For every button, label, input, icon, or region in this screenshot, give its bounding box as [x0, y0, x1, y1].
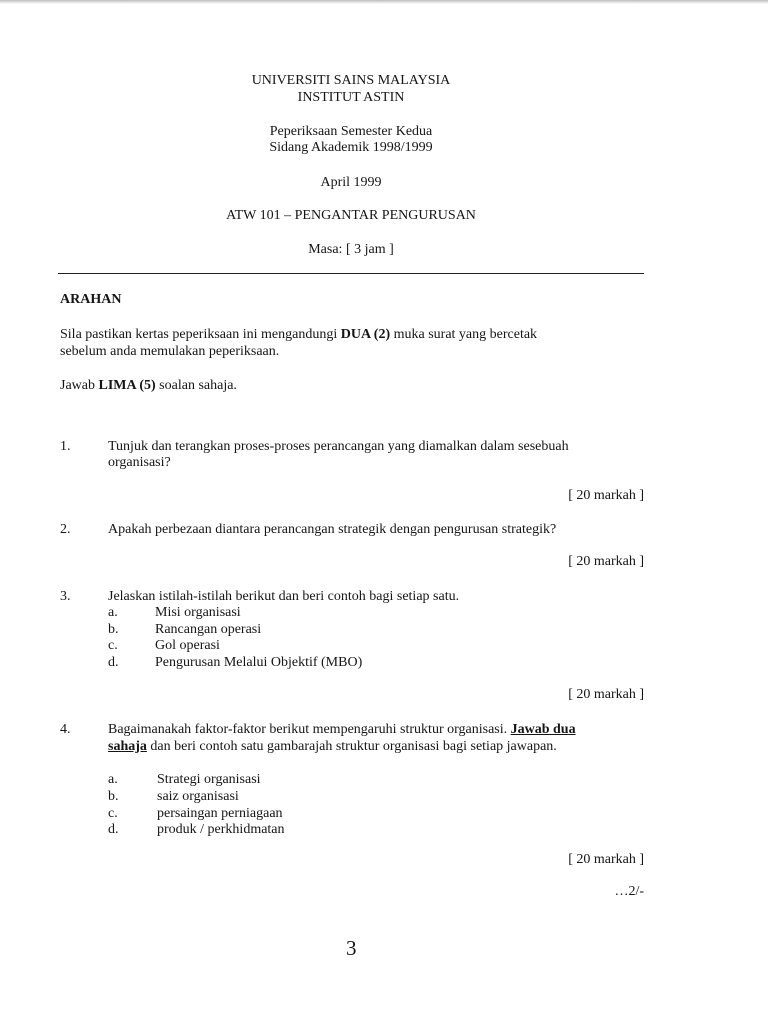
- sub-item-text: Gol operasi: [155, 638, 220, 653]
- instructions-paragraph-1-line2: sebelum anda memulakan peperiksaan.: [60, 344, 280, 359]
- sub-item-letter: d.: [108, 822, 119, 837]
- sub-item-text: produk / perkhidmatan: [157, 822, 285, 837]
- exam-title: Peperiksaan Semester Kedua: [269, 124, 433, 139]
- question-text-part: dan beri contoh satu gambarajah struktur organisasi bagi setiap jawapan.: [146, 739, 557, 754]
- sub-item-text: persaingan perniagaan: [157, 806, 283, 821]
- question-number: 1.: [60, 439, 71, 454]
- sub-item-letter: b.: [108, 789, 119, 804]
- page-count: DUA (2): [340, 327, 391, 342]
- sub-item-text: Strategi organisasi: [157, 772, 261, 787]
- institute-name: INSTITUT ASTIN: [297, 90, 405, 105]
- instructions-paragraph-1: [60, 326, 644, 343]
- exam-duration: Masa: [ 3 jam ]: [308, 242, 394, 257]
- sub-item-letter: c.: [108, 806, 118, 821]
- question-marks: [ 20 markah ]: [568, 852, 644, 867]
- instructions-heading: ARAHAN: [60, 292, 122, 307]
- instructions-paragraph-2: [60, 377, 237, 394]
- question-text: organisasi?: [108, 455, 171, 470]
- question-text: Tunjuk dan terangkan proses-proses perancangan yang diamalkan dalam sesebuah: [108, 439, 569, 454]
- scan-edge: [0, 0, 768, 4]
- question-number: 2.: [60, 522, 71, 537]
- question-text: Apakah perbezaan diantara perancangan strategik dengan pengurusan strategik?: [108, 522, 557, 537]
- sub-item-letter: a.: [108, 605, 118, 620]
- question-count: LIMA (5): [98, 378, 156, 393]
- sub-item-text: Pengurusan Melalui Objektif (MBO): [155, 655, 363, 670]
- academic-session: Sidang Akademik 1998/1999: [269, 140, 433, 155]
- header-divider: [58, 273, 644, 274]
- sub-item-letter: a.: [108, 772, 118, 787]
- sub-item-letter: b.: [108, 622, 119, 637]
- sub-item-text: Rancangan operasi: [155, 622, 262, 637]
- question-text-part: Bagaimanakah faktor-faktor berikut mempengaruhi struktur organisasi.: [108, 722, 511, 737]
- page-number: 3: [346, 936, 357, 960]
- sub-item-text: Misi organisasi: [155, 605, 241, 620]
- emphasis-text: Jawab dua: [510, 722, 576, 737]
- instructions-text: Jawab: [60, 378, 99, 393]
- sub-item-text: saiz organisasi: [157, 789, 239, 804]
- instructions-text: soalan sahaja.: [155, 378, 237, 393]
- question-marks: [ 20 markah ]: [568, 554, 644, 569]
- exam-date: April 1999: [320, 175, 382, 190]
- question-number: 4.: [60, 722, 71, 737]
- question-text: [108, 738, 648, 755]
- emphasis-text: sahaja: [108, 739, 147, 754]
- question-marks: [ 20 markah ]: [568, 687, 644, 702]
- sub-item-letter: c.: [108, 638, 118, 653]
- question-text: [108, 721, 648, 738]
- sub-item-letter: d.: [108, 655, 119, 670]
- university-name: UNIVERSITI SAINS MALAYSIA: [251, 73, 451, 88]
- question-number: 3.: [60, 589, 71, 604]
- instructions-text: muka surat yang bercetak: [390, 327, 538, 342]
- continuation-marker: …2/-: [614, 884, 644, 899]
- instructions-text: Sila pastikan kertas peperiksaan ini mengandungi: [60, 327, 341, 342]
- question-text: Jelaskan istilah-istilah berikut dan beri contoh bagi setiap satu.: [108, 589, 460, 604]
- question-marks: [ 20 markah ]: [568, 488, 644, 503]
- course-title: ATW 101 – PENGANTAR PENGURUSAN: [226, 208, 476, 223]
